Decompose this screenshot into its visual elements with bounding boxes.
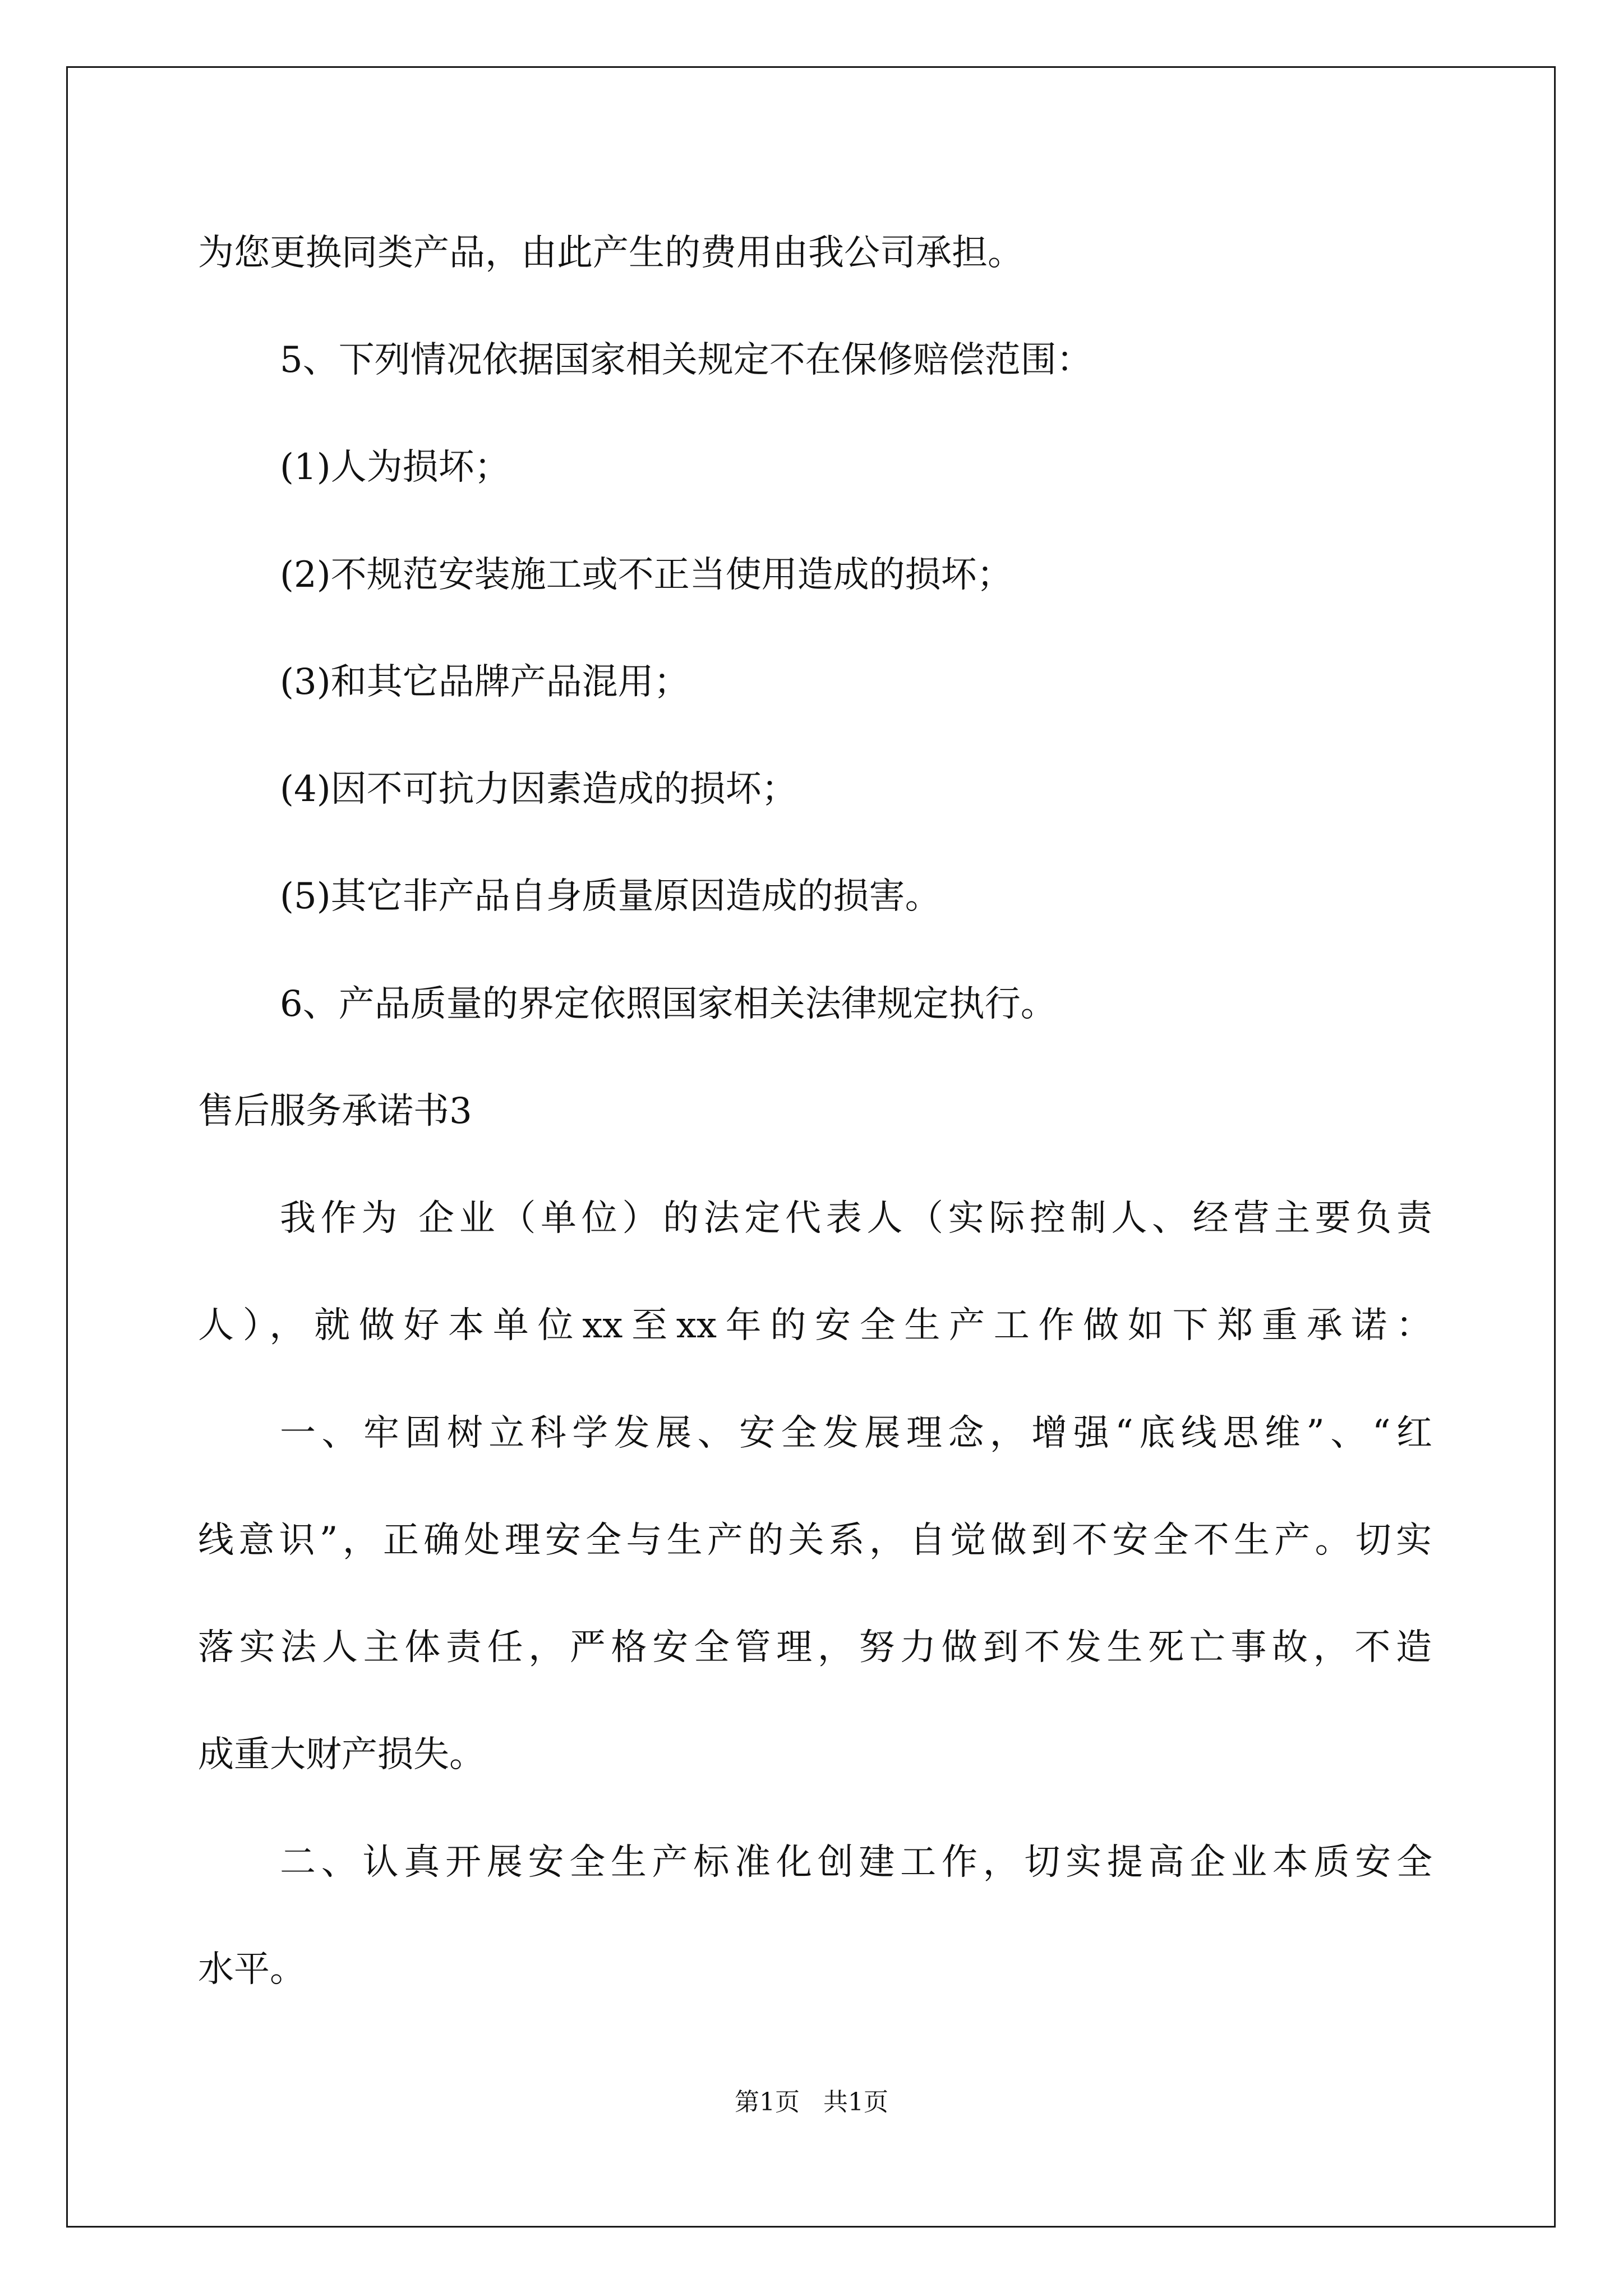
page-border [66, 66, 1556, 2228]
text-line: 6、产品质量的界定依照国家相关法律规定执行。 [280, 983, 1057, 1025]
section-heading: 售后服务承诺书3 [198, 1091, 472, 1132]
text-line: 我作为 企业（单位）的法定代表人（实际控制人、经营主要负责 [280, 1198, 1432, 1239]
text-line: (1)人为损坏； [280, 447, 510, 488]
text-line: 一、牢固树立科学发展、安全发展理念，增强“底线思维”、“红 [280, 1412, 1432, 1454]
text-line: 5、下列情况依据国家相关规定不在保修赔偿范围： [280, 339, 1092, 381]
text-line: 水平。 [198, 1949, 306, 1990]
text-line: (5)其它非产品自身质量原因造成的损害。 [280, 876, 941, 917]
text-line: 人），就做好本单位xx至xx年的安全生产工作做如下郑重承诺： [198, 1305, 1432, 1346]
text-line: 线意识”，正确处理安全与生产的关系，自觉做到不安全不生产。切实 [198, 1520, 1432, 1561]
text-line: (2)不规范安装施工或不正当使用造成的损坏； [280, 554, 1013, 596]
text-line: (3)和其它品牌产品混用； [280, 661, 690, 703]
text-line: 成重大财产损失。 [198, 1734, 485, 1775]
text-line: 为您更换同类产品，由此产生的费用由我公司承担。 [198, 232, 1023, 274]
text-line: 落实法人主体责任，严格安全管理，努力做到不发生死亡事故，不造 [198, 1627, 1432, 1668]
text-line: 二、认真开展安全生产标准化创建工作，切实提高企业本质安全 [280, 1842, 1432, 1883]
text-line: (4)因不可抗力因素造成的损坏； [280, 769, 797, 810]
page-number: 第1页 共1页 [735, 2088, 888, 2116]
